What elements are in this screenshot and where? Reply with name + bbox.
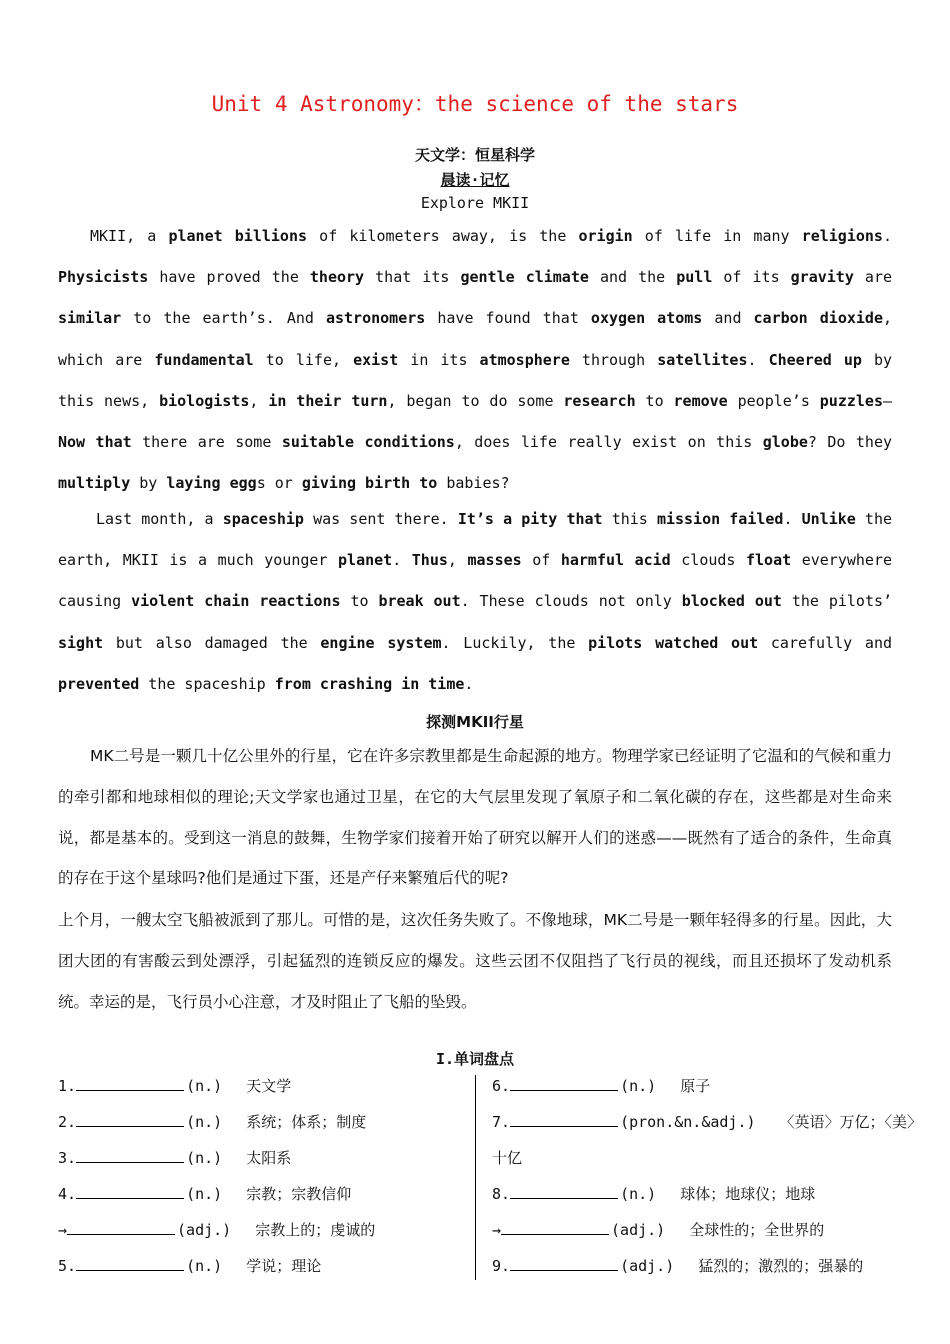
vocab-meaning: 球体；地球仪；地球 [680, 1185, 816, 1203]
passage-text [624, 551, 635, 569]
subtitle-cn: 天文学：恒星科学 [414, 146, 535, 164]
key-word: puzzles [819, 391, 883, 410]
key-word: violent [131, 592, 195, 611]
answer-blank[interactable] [67, 1214, 175, 1235]
passage-text: . Luckily, the [441, 633, 589, 652]
answer-blank[interactable] [501, 1214, 609, 1235]
key-word: fundamental [154, 350, 254, 369]
vocab-meaning: 宗教；宗教信仰 [246, 1185, 352, 1203]
passage-text: to life, [253, 350, 354, 369]
vocab-number: 7. [492, 1113, 511, 1131]
passage-text: are [853, 268, 893, 287]
vocab-meaning: 宗教上的；虔诚的 [255, 1221, 376, 1239]
vocab-item [492, 1176, 922, 1212]
key-word: gentle [460, 268, 515, 287]
vocab-meaning: 太阳系 [246, 1149, 292, 1167]
part-of-speech: (n.) [186, 1185, 223, 1203]
vocab-list-right [492, 1068, 922, 1284]
key-word: research [563, 391, 636, 410]
passage-text: . These clouds not only [460, 592, 682, 611]
part-of-speech: (n.) [186, 1257, 223, 1275]
passage-text: MKII, a [90, 227, 169, 245]
key-word: religions [801, 227, 883, 245]
key-word: planet [168, 227, 223, 245]
vocab-item [58, 1212, 375, 1248]
key-word: mission [656, 510, 721, 528]
passage-text: by [130, 474, 167, 493]
vocab-number: → [58, 1221, 68, 1239]
passage-text: . [747, 350, 769, 369]
part-of-speech: (n.) [620, 1077, 657, 1095]
passage-text: but also damaged the [103, 633, 321, 652]
passage-text [375, 634, 388, 652]
key-word: masses [467, 551, 522, 570]
passage-text [392, 675, 401, 693]
passage-text: everywhere causing [58, 551, 893, 611]
passage-text: s or [256, 474, 302, 493]
passage-text: have proved the [148, 268, 310, 287]
vocab-list-left [58, 1068, 375, 1284]
passage-text [194, 592, 204, 610]
key-word: atmosphere [479, 350, 570, 369]
key-word: watched out [655, 633, 759, 652]
key-word: acid [634, 551, 671, 570]
answer-blank[interactable] [76, 1070, 184, 1091]
vocab-heading: I.单词盘点 [435, 1050, 515, 1068]
key-word: gravity [790, 268, 854, 287]
key-word: origin [578, 227, 633, 245]
vocab-number: → [492, 1221, 502, 1239]
key-word: blocked out [681, 592, 782, 611]
key-word: system [387, 633, 442, 652]
passage-text: the spaceship [139, 674, 275, 693]
vocab-meaning: 原子 [680, 1077, 711, 1095]
key-word: prevented [58, 674, 140, 693]
key-word: globe [762, 433, 808, 452]
cn-paragraph-1: MK二号是一颗几十亿公里外的行星，它在许多宗教里都是生命起源的地方。物理学家已经证明了它温和的气候和重力的牵引都和地球相似的理论;天文学家也通过卫星，在它的大气层里发现了氧原子和二氧化碳的存在，这些都是对生命来说，都是基本的。受到这一消息的鼓舞，生物学家们接着开始了研究以解开人们的迷惑——既然有了适合的条件，生命真的存在于这个星球吗?他们是通过下蛋，还是产仔来繁殖后代的呢? [58, 747, 892, 888]
section-label: 晨读·记忆 [440, 171, 510, 189]
passage-text: the pilots’ [781, 592, 893, 611]
key-word: harmful [560, 551, 625, 570]
answer-blank[interactable] [76, 1106, 184, 1127]
vocab-item [58, 1068, 375, 1104]
key-word: satellites [657, 350, 748, 369]
key-word: Cheered up [768, 350, 862, 369]
key-word: in time [401, 674, 465, 693]
part-of-speech: (n.) [186, 1149, 223, 1167]
vocab-meaning: 十亿 [492, 1149, 523, 1167]
passage-text: . [392, 551, 412, 570]
key-word: sight [58, 633, 104, 652]
passage-text: , [447, 551, 468, 570]
answer-blank[interactable] [510, 1250, 618, 1271]
key-word: multiply [58, 474, 131, 493]
key-word: reactions [259, 592, 341, 611]
vocab-item [492, 1068, 922, 1104]
passage-text: to the earth’s. And [121, 309, 326, 328]
key-word: similar [58, 309, 122, 328]
passage-text: clouds [670, 551, 746, 570]
passage-text: that its [364, 268, 461, 287]
passage-text: ? Do they [807, 433, 893, 452]
vocab-meaning: 猛烈的；激烈的；强暴的 [698, 1257, 864, 1275]
passage-text: to [635, 391, 674, 410]
answer-blank[interactable] [510, 1106, 618, 1127]
key-word: atoms [657, 309, 703, 328]
passage-text: and [702, 309, 754, 328]
key-word: planet [338, 551, 393, 570]
passage-text: this [602, 510, 657, 528]
passage-text: have found that [425, 309, 591, 328]
vocab-number: 1. [58, 1077, 77, 1095]
vocab-item [58, 1248, 375, 1284]
passage-text: , [249, 391, 269, 410]
passage-text: , which are [58, 309, 893, 369]
key-word: pilots [588, 633, 643, 652]
vocab-meaning: 天文学 [246, 1077, 292, 1095]
part-of-speech: (n.) [186, 1077, 223, 1095]
key-word: engine [320, 633, 375, 652]
page-title: Unit 4 Astronomy：the science of the stars [211, 92, 739, 116]
vocab-item [492, 1140, 922, 1176]
column-divider [475, 1075, 476, 1280]
passage-text: and the [588, 268, 677, 287]
vocab-number: 6. [492, 1077, 511, 1095]
key-word: float [746, 551, 792, 570]
passage-text: Last month, a [96, 510, 223, 528]
part-of-speech: (pron.&n.&adj.) [620, 1113, 756, 1131]
key-word: chain [204, 592, 250, 611]
passage-text: , does life really exist on this [454, 433, 763, 452]
passage-text: through [569, 350, 658, 369]
key-word: climate [525, 268, 589, 287]
key-word: billions [234, 227, 308, 245]
passage-paragraph-1 [58, 216, 892, 504]
passage-text: of kilometers away, is the [307, 227, 579, 245]
key-word: astronomers [325, 309, 426, 328]
vocab-number: 4. [58, 1185, 77, 1203]
vocab-item [492, 1212, 922, 1248]
passage-text: was sent there. [303, 510, 458, 528]
key-word: remove [673, 391, 728, 410]
key-word: carbon dioxide [753, 309, 883, 328]
passage-title: Explore MKII [420, 194, 530, 212]
part-of-speech: (n.) [620, 1185, 657, 1203]
passage-text: of life in many [632, 227, 802, 245]
key-word: oxygen [590, 309, 646, 328]
passage-text: — [882, 391, 893, 410]
passage-text: . [783, 510, 802, 528]
passage-text: carefully and [758, 633, 892, 652]
vocab-item [492, 1104, 922, 1140]
passage-text [645, 309, 657, 327]
passage-text [249, 592, 259, 610]
passage-text [515, 268, 526, 286]
passage-text [223, 227, 235, 245]
key-word: suitable conditions [281, 433, 455, 452]
passage-text: , began to do some [387, 391, 564, 410]
key-word: Physicists [58, 268, 149, 287]
passage-text: there are some [131, 433, 282, 452]
answer-blank[interactable] [510, 1178, 618, 1199]
key-word: laying egg [166, 474, 257, 493]
passage-text: . [882, 227, 892, 245]
key-word: biologists [159, 391, 250, 410]
vocab-number: 5. [58, 1257, 77, 1275]
answer-blank[interactable] [76, 1250, 184, 1271]
key-word: spaceship [222, 510, 304, 528]
passage-text: the earth, MKII is a much younger [58, 510, 893, 570]
key-word: exist [353, 350, 399, 369]
passage-text: in its [398, 350, 480, 369]
vocab-item [58, 1176, 375, 1212]
answer-blank[interactable] [510, 1070, 618, 1091]
cn-paragraph-2: 上个月，一艘太空飞船被派到了那儿。可惜的是，这次任务失败了。不像地球，MK二号是一颗年轻得多的行星。因此，大团大团的有害酸云到处漂浮，引起猛烈的连锁反应的爆发。这些云团不仅阻挡了飞行员的视线，而且还损坏了发动机系统。幸运的是，飞行员小心注意，才及时阻止了飞船的坠毁。 [58, 911, 892, 1011]
key-word: Thus [411, 551, 448, 570]
key-word: pull [676, 268, 713, 287]
vocab-meaning: 学说；理论 [246, 1257, 322, 1275]
key-word: It’s a pity that [457, 510, 603, 528]
key-word: failed [729, 510, 784, 528]
passage-text: of its [712, 268, 791, 287]
passage-text [720, 510, 729, 528]
answer-blank[interactable] [76, 1178, 184, 1199]
vocab-number: 2. [58, 1113, 77, 1131]
part-of-speech: (n.) [186, 1113, 223, 1131]
answer-blank[interactable] [76, 1142, 184, 1163]
passage-text: . [464, 674, 474, 693]
passage-text [642, 634, 655, 652]
part-of-speech: (adj.) [177, 1221, 232, 1239]
key-word: theory [309, 268, 365, 287]
vocab-item [492, 1248, 922, 1284]
cn-title: 探测MKII行星 [426, 713, 524, 731]
passage-text: babies? [437, 474, 510, 493]
vocab-item [58, 1104, 375, 1140]
vocab-meaning: 系统；体系；制度 [246, 1113, 367, 1131]
vocab-number: 9. [492, 1257, 511, 1275]
key-word: Now that [58, 433, 132, 452]
vocab-item [58, 1140, 375, 1176]
passage-paragraph-2 [58, 499, 892, 705]
vocab-number: 3. [58, 1149, 77, 1167]
key-word: giving birth to [301, 474, 438, 493]
passage-text: of [521, 551, 561, 570]
vocab-meaning: 〈英语〉万亿；〈美〉 [779, 1113, 923, 1131]
key-word: Unlike [801, 510, 856, 528]
vocab-meaning: 全球性的；全世界的 [689, 1221, 825, 1239]
key-word: break out [378, 592, 461, 611]
passage-text: by this news, [58, 350, 893, 410]
key-word: in their turn [268, 391, 388, 410]
passage-text: people’s [727, 391, 820, 410]
vocab-number: 8. [492, 1185, 511, 1203]
passage-text: to [340, 592, 379, 611]
part-of-speech: (adj.) [620, 1257, 675, 1275]
part-of-speech: (adj.) [611, 1221, 666, 1239]
key-word: from crashing [274, 674, 393, 693]
